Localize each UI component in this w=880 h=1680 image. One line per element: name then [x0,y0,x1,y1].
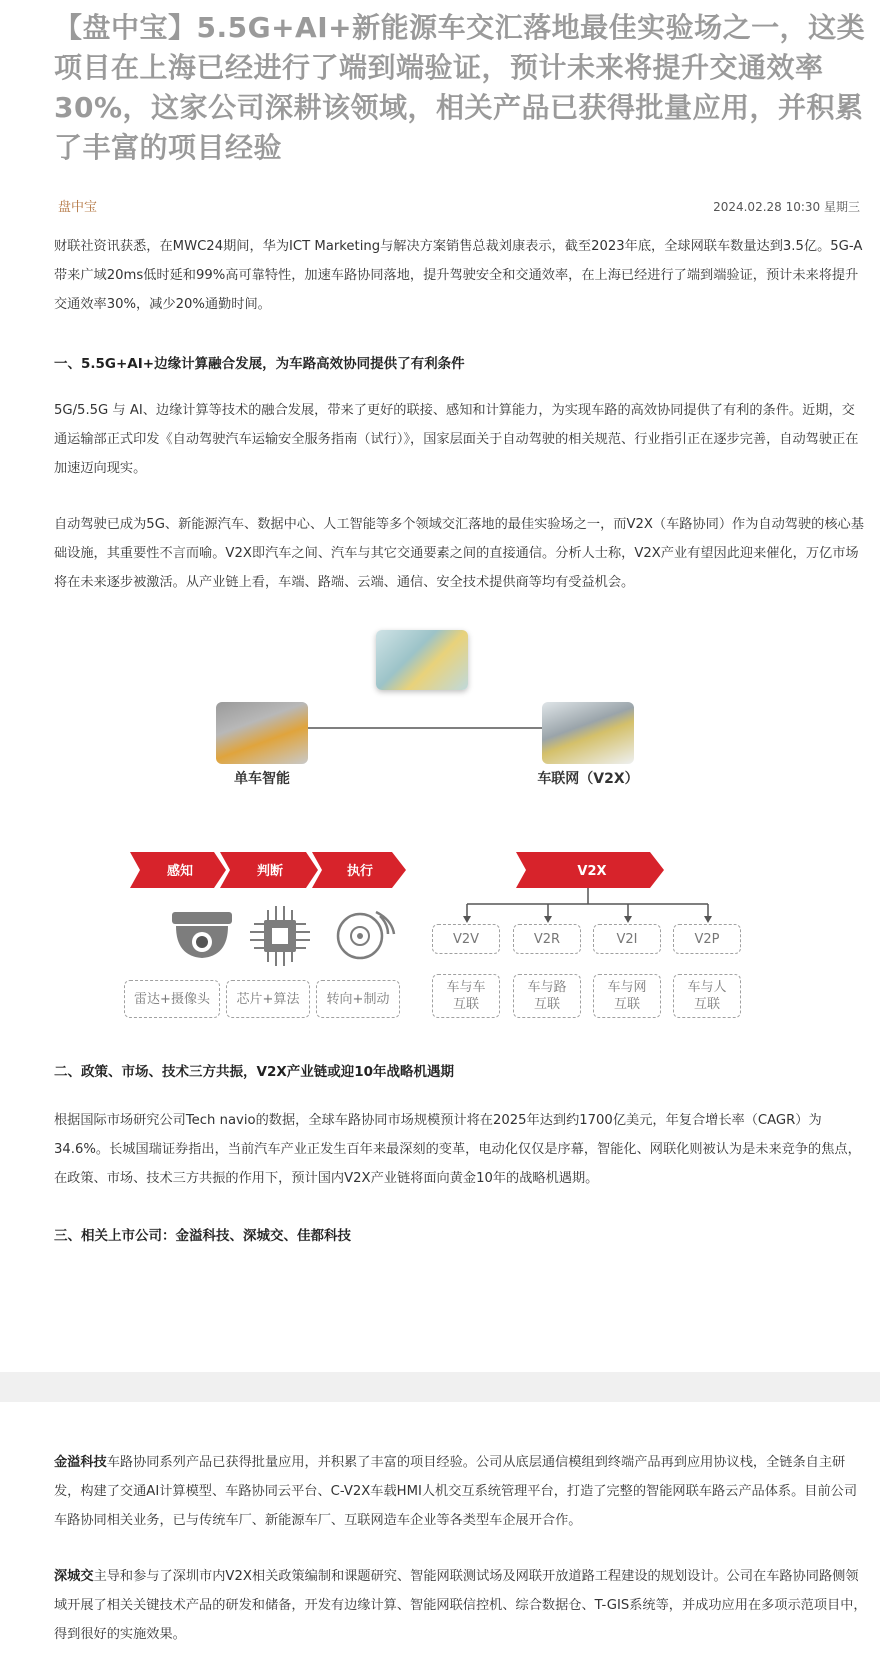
v2v-desc-line1: 车与车 [446,980,486,995]
article-datetime: 2024.02.28 10:30 星期三 [713,200,860,214]
arrow-execute-label: 执行 [346,864,374,879]
paragraph-market: 根据国际市场研究公司Tech navio的数据，全球车路协同市场规模预计将在2025年达到约1700亿美元，年复合增长率（CAGR）为34.6%。长城国瑞证券指出，当前汽车产业正发生百年来最深刻的变革，电动化仅仅是序幕，智能化、网联化则被认为是未来竞争的焦点，在政策、市场、技术三方共振的作用下，预计国内V2X产业链将面向黄金10年的战略机遇期。 [54,1113,861,1186]
autonomous-driving-image [376,630,468,690]
section-heading-3: 三、相关上市公司：金溢科技、深城交、佳都科技 [54,1228,351,1244]
paragraph-intro: 财联社资讯获悉，在MWC24期间，华为ICT Marketing与解决方案销售总裁刘康表示，截至2023年底，全球网联车数量达到3.5亿。5G-A带来广域20ms低时延和99%高可靠特性，加速车路协同落地，提升驾驶安全和交通效率，在上海已经进行了端到端验证，预计未来将提升交通效率30%，减少20%通勤时间。 [54,239,863,312]
arrow-judge-label: 判断 [256,864,284,879]
arrow-judge [220,852,318,888]
v2v-desc-box [432,974,500,1018]
v2x-title: 车联网（V2X） [537,771,639,787]
article-title: 【盘中宝】5.5G+AI+新能源车交汇落地最佳实验场之一，这类项目在上海已经进行了端到端验证，预计未来将提升交通效率30%，这家公司深耕该领域，相关产品已获得批量应用，并积累了丰富的项目经验 [54,11,866,164]
arrow-v2x-label: V2X [577,864,607,879]
arrow-v2x [516,852,664,888]
single-vehicle-image [216,702,308,764]
content-divider [0,1372,880,1402]
v2p-desc-line2: 互联 [693,997,720,1012]
camera-icon [172,912,232,958]
arrow-perceive-label: 感知 [166,864,194,879]
v2p-desc-line1: 车与人 [687,980,727,995]
section-heading-2: 二、政策、市场、技术三方共振，V2X产业链或迎10年战略机遇期 [54,1064,455,1080]
steering-brake-box: 转向+制动 [316,980,400,1018]
v2i-box: V2I [593,924,661,954]
v2v-box: V2V [432,924,500,954]
v2r-desc-line2: 互联 [533,997,560,1012]
steering-icon [338,912,394,958]
v2p-box: V2P [673,924,741,954]
v2r-desc-line1: 车与路 [527,980,567,995]
v2v-desc-line2: 互联 [452,997,479,1012]
paragraph-v2x: 自动驾驶已成为5G、新能源汽车、数据中心、人工智能等多个领域交汇落地的最佳实验场之一，而V2X（车路协同）作为自动驾驶的核心基础设施，其重要性不言而喻。V2X即汽车之间、汽车与其它交通要素之间的直接通信。分析人士称，V2X产业有望因此迎来催化，万亿市场将在未来逐步被激活。从产业链上看，车端、路端、云端、通信、安全技术提供商等均有受益机会。 [54,517,864,590]
paragraph-company-jinyi [54,1448,868,1535]
v2x-diagram [130,630,820,1030]
company-name-shenchengjiao: 深城交 [54,1569,94,1584]
paragraph-fusion: 5G/5.5G 与 AI、边缘计算等技术的融合发展，带来了更好的联接、感知和计算能力，为实现车路的高效协同提供了有利的条件。近期，交通运输部正式印发《自动驾驶汽车运输安全服务指南（试行）》，国家层面关于自动驾驶的相关规范、行业指引正在逐步完善，自动驾驶正在加速迈向现实。 [54,403,859,476]
section-heading-1: 一、5.5G+AI+边缘计算融合发展，为车路高效协同提供了有利条件 [54,356,465,372]
paragraph-company-shenchengjiao [54,1562,868,1649]
chip-algorithm-box: 芯片+算法 [226,980,310,1018]
arrow-execute [312,852,406,888]
v2i-desc-box [593,974,661,1018]
diagram-connectors [130,630,820,1030]
article-source[interactable]: 盘中宝 [58,200,98,215]
single-vehicle-title: 单车智能 [234,771,290,787]
v2r-desc-box [513,974,581,1018]
chip-icon [250,906,310,966]
v2x-network-image [542,702,634,764]
company-text-jinyi: 车路协同系列产品已获得批量应用，并积累了丰富的项目经验。公司从底层通信模组到终端产品再到应用协议栈，全链条自主研发，构建了交通AI计算模型、车路协同云平台、C-V2X车载HMI人机交互系统管理平台，打造了完整的智能网联车路云产品体系。目前公司车路协同相关业务，已与传统车厂、新能源车厂、互联网造车企业等各类型车企展开合作。 [54,1455,858,1528]
radar-camera-box: 雷达+摄像头 [124,980,220,1018]
company-name-jinyi: 金溢科技 [54,1455,107,1470]
arrow-perceive [130,852,226,888]
v2r-box: V2R [513,924,581,954]
v2i-desc-line1: 车与网 [607,980,647,995]
v2i-desc-line2: 互联 [613,997,640,1012]
v2p-desc-box [673,974,741,1018]
company-text-shenchengjiao: 主导和参与了深圳市内V2X相关政策编制和课题研究、智能网联测试场及网联开放道路工程建设的规划设计。公司在车路协同路侧领域开展了相关关键技术产品的研发和储备，开发有边缘计算、智能网联信控机、综合数据仓、T-GIS系统等，并成功应用在多项示范项目中，得到很好的实施效果。 [54,1569,867,1642]
